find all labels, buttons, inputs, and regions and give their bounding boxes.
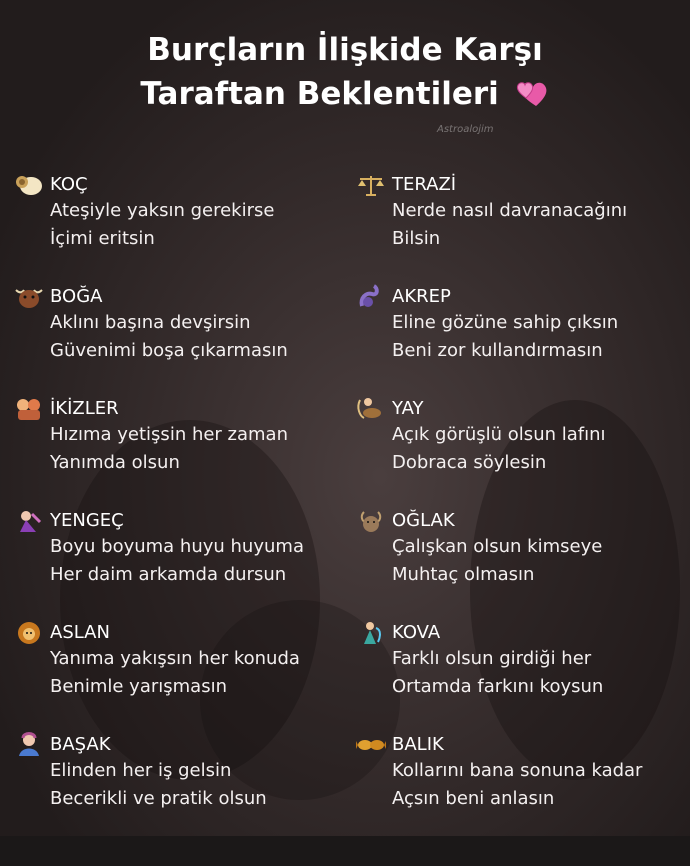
sign-name: BOĞA <box>50 286 103 307</box>
twins-icon <box>14 396 44 422</box>
sign-line-1: Çalışkan olsun kimseye <box>392 536 603 557</box>
sign-line-2: Dobraca söylesin <box>392 452 547 473</box>
sign-line-1: Boyu boyuma huyu huyuma <box>50 536 304 557</box>
sign-line-2: Yanımda olsun <box>50 452 180 473</box>
sign-line-2: Beni zor kullandırmasın <box>392 340 603 361</box>
bull-icon <box>14 284 44 310</box>
sign-name: YENGEÇ <box>50 510 124 531</box>
sign-line-1: Aklını başına devşirsin <box>50 312 251 333</box>
sign-line-1: Açık görüşlü olsun lafını <box>392 424 606 445</box>
sign-name: OĞLAK <box>392 510 455 531</box>
title-line-1: Burçların İlişkide Karşı <box>147 32 543 68</box>
sign-line-2: Ortamda farkını koysun <box>392 676 604 697</box>
sign-line-1: Ateşiyle yaksın gerekirse <box>50 200 275 221</box>
title-line-2 <box>0 72 690 116</box>
crab-icon <box>14 508 44 534</box>
sign-name: İKİZLER <box>50 398 119 419</box>
sign-line-2: Muhtaç olmasın <box>392 564 535 585</box>
archer-icon <box>356 396 386 422</box>
poster-title <box>0 28 690 116</box>
sign-name: TERAZİ <box>392 174 457 195</box>
sign-line-1: Hızıma yetişsin her zaman <box>50 424 288 445</box>
sign-line-1: Elinden her iş gelsin <box>50 760 232 781</box>
lion-icon <box>14 620 44 646</box>
sign-line-2: Açsın beni anlasın <box>392 788 555 809</box>
sign-line-2: Her daim arkamda dursun <box>50 564 287 585</box>
two-hearts-icon <box>514 78 550 108</box>
sign-line-1: Kollarını bana sonuna kadar <box>392 760 643 781</box>
sign-line-1: Farklı olsun girdiği her <box>392 648 592 669</box>
sign-line-1: Nerde nasıl davranacağını <box>392 200 628 221</box>
sign-line-1: Eline gözüne sahip çıksın <box>392 312 619 333</box>
goat-icon <box>356 508 386 534</box>
water-bearer-icon <box>356 620 386 646</box>
ram-icon <box>14 172 44 198</box>
watermark: Astroalojim <box>437 124 494 135</box>
title-line-2-text: Taraftan Beklentileri <box>140 76 499 112</box>
sign-name: BALIK <box>392 734 444 755</box>
sign-line-2: Becerikli ve pratik olsun <box>50 788 267 809</box>
sign-name: KOÇ <box>50 174 88 195</box>
sign-line-2: Bilsin <box>392 228 441 249</box>
sign-name: YAY <box>392 398 424 419</box>
sign-line-2: Güvenimi boşa çıkarmasın <box>50 340 288 361</box>
sign-line-2: İçimi eritsin <box>50 228 155 249</box>
sign-name: KOVA <box>392 622 441 643</box>
sign-name: AKREP <box>392 286 451 307</box>
fish-icon <box>356 732 386 758</box>
scales-icon <box>356 172 386 198</box>
sign-line-1: Yanıma yakışsın her konuda <box>50 648 300 669</box>
virgin-icon <box>14 732 44 758</box>
sign-line-2: Benimle yarışmasın <box>50 676 227 697</box>
sign-name: ASLAN <box>50 622 110 643</box>
bottom-bar <box>0 836 690 866</box>
scorpion-icon <box>356 284 386 310</box>
sign-name: BAŞAK <box>50 734 111 755</box>
